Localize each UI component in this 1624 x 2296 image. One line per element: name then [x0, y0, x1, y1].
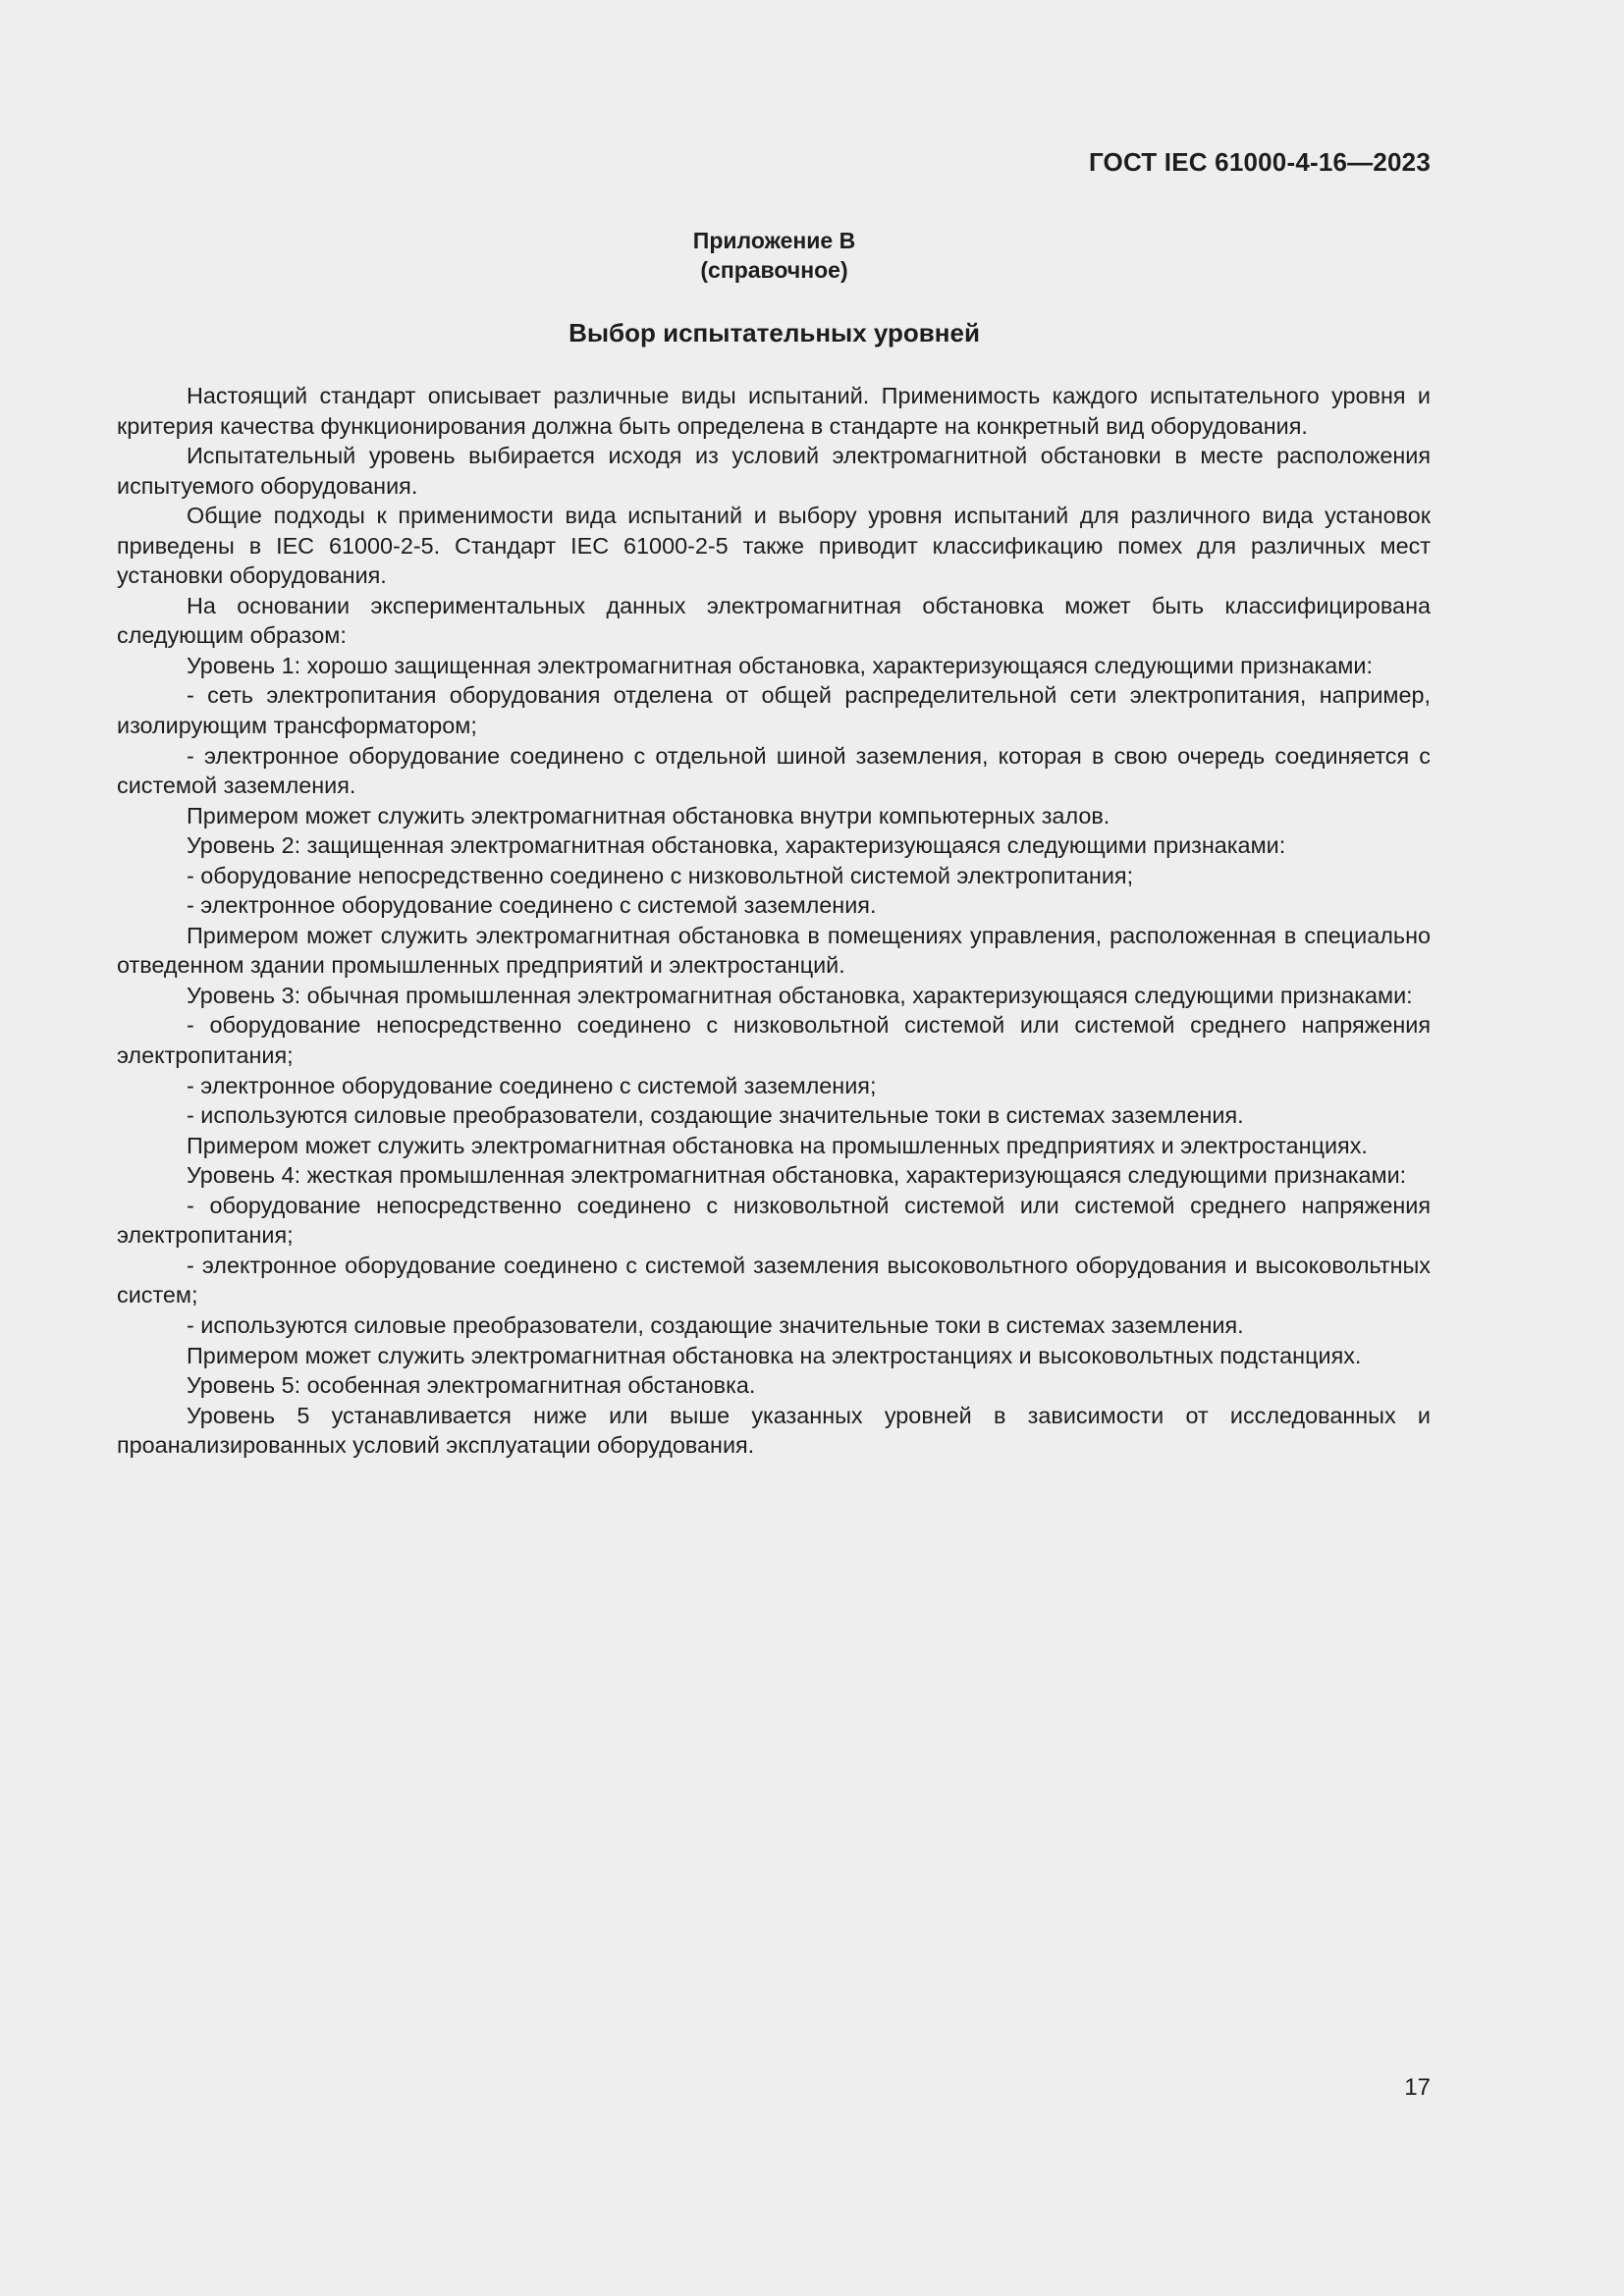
paragraph: Примером может служить электромагнитная обстановка в помещениях управления, расположенная в специально отведенном здании промышленных предприятий и электростанций.	[117, 922, 1431, 979]
paragraph: Испытательный уровень выбирается исходя из условий электромагнитной обстановки в месте расположения испытуемого оборудования.	[117, 443, 1431, 499]
list-item: - электронное оборудование соединено с системой заземления;	[187, 1072, 877, 1098]
paragraph: Уровень 5: особенная электромагнитная обстановка.	[187, 1372, 756, 1399]
paragraph: Уровень 3: обычная промышленная электромагнитная обстановка, характеризующаяся следующими признаками:	[187, 982, 1413, 1008]
list-item: - оборудование непосредственно соединено с низковольтной системой или системой среднего напряжения электропитания;	[117, 1012, 1431, 1069]
page-number: 17	[1404, 2074, 1431, 2101]
list-item: - используются силовые преобразователи, создающие значительные токи в системах заземления.	[187, 1311, 1244, 1338]
paragraph: Уровень 4: жесткая промышленная электромагнитная обстановка, характеризующаяся следующими признаками:	[187, 1162, 1407, 1189]
appendix-title: Приложение В	[692, 228, 856, 253]
paragraph: Уровень 1: хорошо защищенная электромагнитная обстановка, характеризующаяся следующими признаками:	[187, 652, 1373, 678]
paragraph: Уровень 5 устанавливается ниже или выше указанных уровней в зависимости от исследованных и проанализированных условий эксплуатации оборудования.	[117, 1402, 1431, 1459]
body-text	[117, 381, 1431, 1461]
paragraph: Примером может служить электромагнитная обстановка на промышленных предприятиях и электростанциях.	[187, 1132, 1368, 1158]
list-item: - используются силовые преобразователи, создающие значительные токи в системах заземления.	[187, 1102, 1244, 1129]
paragraph: Примером может служить электромагнитная обстановка на электростанциях и высоковольтных подстанциях.	[187, 1342, 1362, 1368]
section-title: Выбор испытательных уровней	[568, 318, 980, 347]
list-item: - электронное оборудование соединено с системой заземления высоковольтного оборудования и высоковольтных систем;	[117, 1252, 1431, 1308]
paragraph: Настоящий стандарт описывает различные виды испытаний. Применимость каждого испытательного уровня и критерия качества функционирования должна быть определена в стандарте на конкретный вид оборудования.	[117, 383, 1431, 439]
paragraph: На основании экспериментальных данных электромагнитная обстановка может быть классифицирована следующим образом:	[117, 592, 1431, 649]
appendix-subtitle: (справочное)	[700, 257, 848, 283]
document-id-header: ГОСТ IEC 61000-4-16—2023	[1088, 147, 1431, 177]
list-item: - оборудование непосредственно соединено с низковольтной системой электропитания;	[187, 862, 1134, 888]
list-item: - оборудование непосредственно соединено с низковольтной системой или системой среднего напряжения электропитания;	[117, 1192, 1431, 1249]
appendix-heading	[0, 226, 1548, 285]
paragraph: Примером может служить электромагнитная обстановка внутри компьютерных залов.	[187, 802, 1110, 828]
list-item: - электронное оборудование соединено с отдельной шиной заземления, которая в свою очередь соединяется с системой заземления.	[117, 742, 1431, 799]
paragraph: Уровень 2: защищенная электромагнитная обстановка, характеризующаяся следующими признаками:	[187, 832, 1286, 859]
paragraph: Общие подходы к применимости вида испытаний и выбору уровня испытаний для различного вида установок приведены в IEC 61000-2-5. Стандарт IEC 61000-2-5 также приводит классификацию помех для различных мест установки оборудования.	[117, 503, 1431, 589]
list-item: - электронное оборудование соединено с системой заземления.	[187, 892, 877, 919]
list-item: - сеть электропитания оборудования отделена от общей распределительной сети электропитания, например, изолирующим трансформатором;	[117, 682, 1431, 739]
